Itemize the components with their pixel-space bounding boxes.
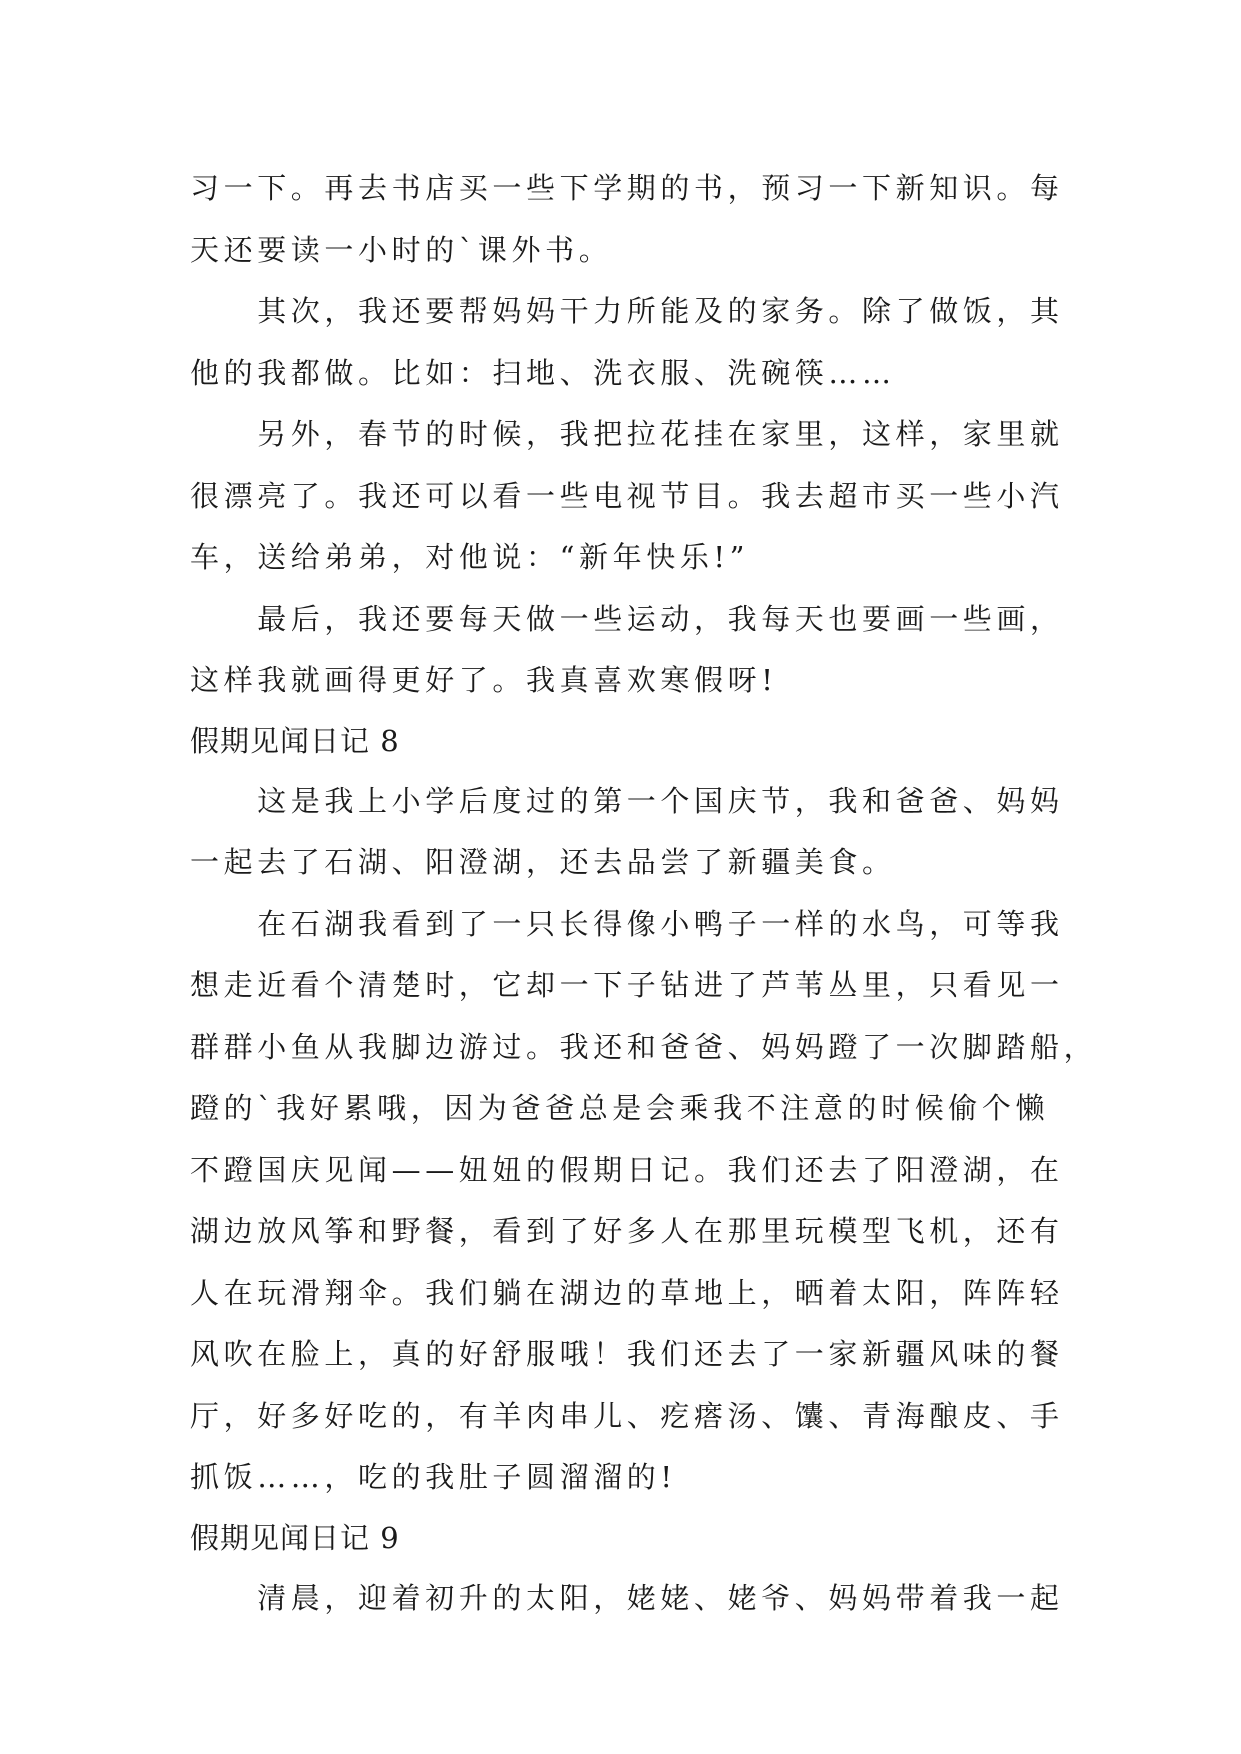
document-body [190, 158, 1098, 1629]
paragraph-line: 车，送给弟弟，对他说：“新年快乐!” [190, 540, 750, 574]
paragraph-line: 风吹在脸上，真的好舒服哦！我们还去了一家新疆风味的餐 [190, 1337, 1064, 1371]
paragraph-line: 这是我上小学后度过的第一个国庆节，我和爸爸、妈妈 [190, 783, 1064, 818]
paragraph-line: 群群小鱼从我脚边游过。我还和爸爸、妈妈蹬了一次脚踏船， [190, 1029, 1098, 1064]
paragraph-line: 最后，我还要每天做一些运动，我每天也要画一些画， [190, 601, 1064, 636]
paragraph-line: 天还要读一小时的`课外书。 [190, 232, 613, 267]
paragraph-line: 习一下。再去书店买一些下学期的书，预习一下新知识。每 [190, 171, 1064, 205]
paragraph-line: 在石湖我看到了一只长得像小鸭子一样的水鸟，可等我 [190, 906, 1064, 941]
paragraph-line: 他的我都做。比如：扫地、洗衣服、洗碗筷…… [190, 355, 896, 390]
paragraph-line: 蹬的`我好累哦，因为爸爸总是会乘我不注意的时候偷个懒 [190, 1091, 1050, 1125]
paragraph-line: 这样我就画得更好了。我真喜欢寒假呀! [190, 663, 778, 697]
paragraph-line: 人在玩滑翔伞。我们躺在湖边的草地上，晒着太阳，阵阵轻 [190, 1275, 1064, 1310]
section-heading: 假期见闻日记 9 [190, 1520, 400, 1555]
paragraph-line: 湖边放风筝和野餐，看到了好多人在那里玩模型飞机，还有 [190, 1214, 1064, 1248]
paragraph-line: 一起去了石湖、阳澄湖，还去品尝了新疆美食。 [190, 845, 896, 879]
paragraph-line: 其次，我还要帮妈妈干力所能及的家务。除了做饭，其 [190, 294, 1064, 328]
paragraph-line: 很漂亮了。我还可以看一些电视节目。我去超市买一些小汽 [190, 478, 1064, 513]
paragraph-line: 清晨，迎着初升的太阳，姥姥、姥爷、妈妈带着我一起 [190, 1580, 1064, 1615]
paragraph-line: 厅，好多好吃的，有羊肉串儿、疙瘩汤、馕、青海酿皮、手 [190, 1398, 1064, 1433]
paragraph-line: 想走近看个清楚时，它却一下子钻进了芦苇丛里，只看见一 [190, 968, 1064, 1002]
section-heading: 假期见闻日记 8 [190, 723, 400, 758]
paragraph-line: 不蹬国庆见闻——妞妞的假期日记。我们还去了阳澄湖，在 [190, 1152, 1064, 1187]
paragraph-line: 另外，春节的时候，我把拉花挂在家里，这样，家里就 [190, 417, 1064, 451]
paragraph-line: 抓饭……，吃的我肚子圆溜溜的! [190, 1460, 677, 1494]
